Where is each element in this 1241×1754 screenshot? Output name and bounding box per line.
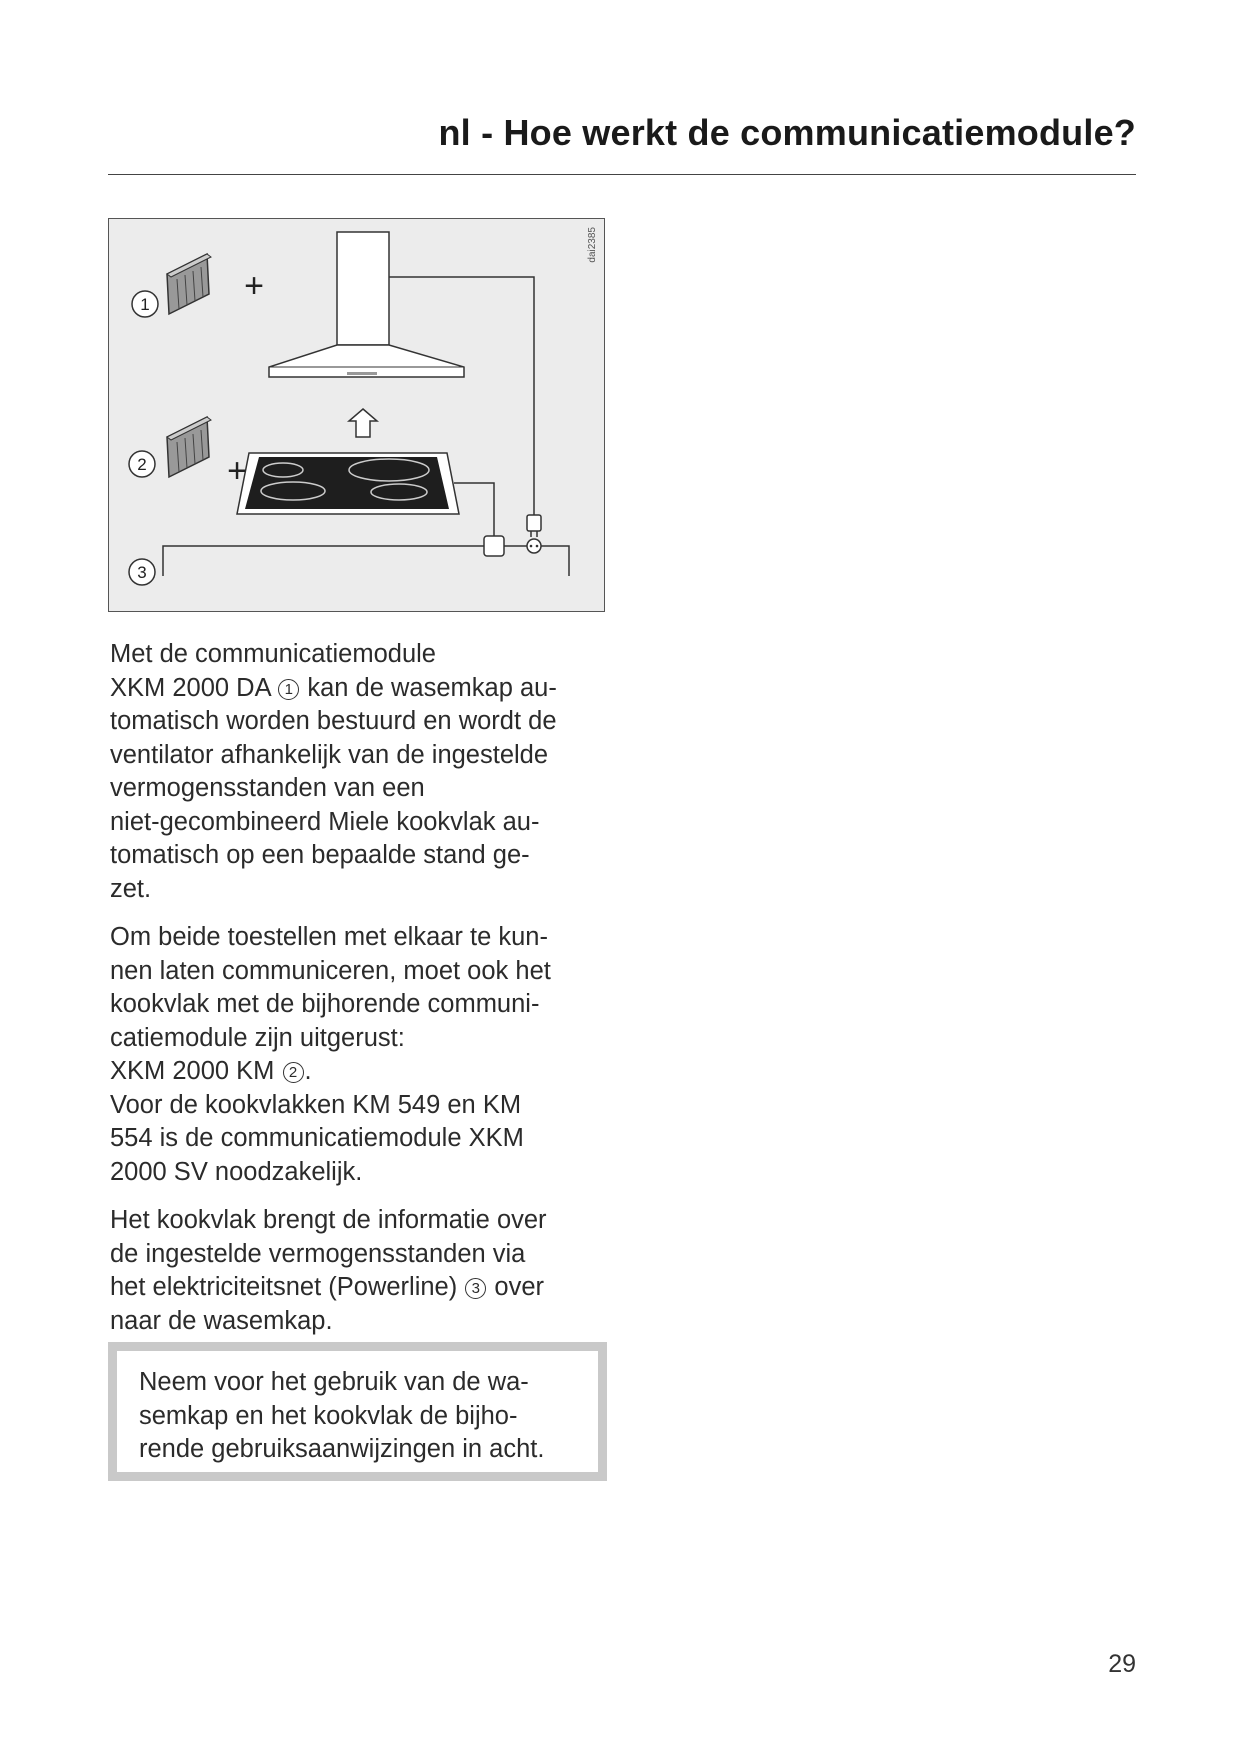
- svg-text:1: 1: [140, 295, 150, 314]
- callout-1-marker: 1: [278, 679, 299, 700]
- callout-1: [132, 291, 158, 317]
- svg-text:3: 3: [137, 563, 147, 582]
- paragraph-1: Met de communicatiemodule XKM 2000 DA 1 kan de wasemkap au- tomatisch worden bestuurd en wordt de ventilator afhankelijk van de ingestelde vermogensstanden van een niet-gecombineerd Miele kookvlak au- tomatisch op een bepaalde stand ge- zet.: [110, 640, 557, 903]
- page-number: 29: [1108, 1650, 1136, 1678]
- module-1-icon: [167, 254, 211, 314]
- callout-2-marker: 2: [283, 1062, 304, 1083]
- socket-icon: [527, 539, 541, 553]
- figure-code: dai2385: [587, 227, 598, 263]
- page-title: nl - Hoe werkt de communicatiemodule?: [438, 112, 1136, 153]
- hood-hob-diagram: [109, 219, 603, 610]
- paragraph-2: Om beide toestellen met elkaar te kun- nen laten communiceren, moet ook het kookvlak met de bijhorende communi- catiemodule zijn uitgerust: XKM 2000 KM 2 . Voor de kookvlakken KM 549 en KM 554 is de communicatiemodule XKM 2000 SV noodzakelijk.: [110, 923, 551, 1186]
- header-divider: [108, 174, 1136, 175]
- note-box: Neem voor het gebruik van de wa- semkap en het kookvlak de bijho- rende gebruiksaanwijzingen in acht.: [108, 1342, 607, 1481]
- callout-3-marker: 3: [465, 1278, 486, 1299]
- plus-sign-2: +: [227, 452, 247, 490]
- plug-icon: [527, 515, 541, 537]
- plus-sign-1: +: [244, 267, 264, 305]
- hob-cable: [454, 483, 494, 544]
- body-text: [110, 638, 620, 1353]
- junction-box: [484, 536, 504, 556]
- paragraph-3: Het kookvlak brengt de informatie over de ingestelde vermogensstanden via het elektriciteitsnet (Powerline) 3 over naar de wasemkap.: [110, 1206, 547, 1335]
- hood-chimney: [337, 232, 389, 345]
- powerline: [163, 546, 524, 576]
- callout-3: [129, 559, 155, 585]
- svg-text:2: 2: [137, 455, 147, 474]
- up-arrow-icon: [349, 409, 377, 437]
- hood-light: [347, 372, 377, 375]
- module-2-icon: [167, 417, 211, 477]
- callout-2: [129, 451, 155, 477]
- illustration: [108, 218, 605, 612]
